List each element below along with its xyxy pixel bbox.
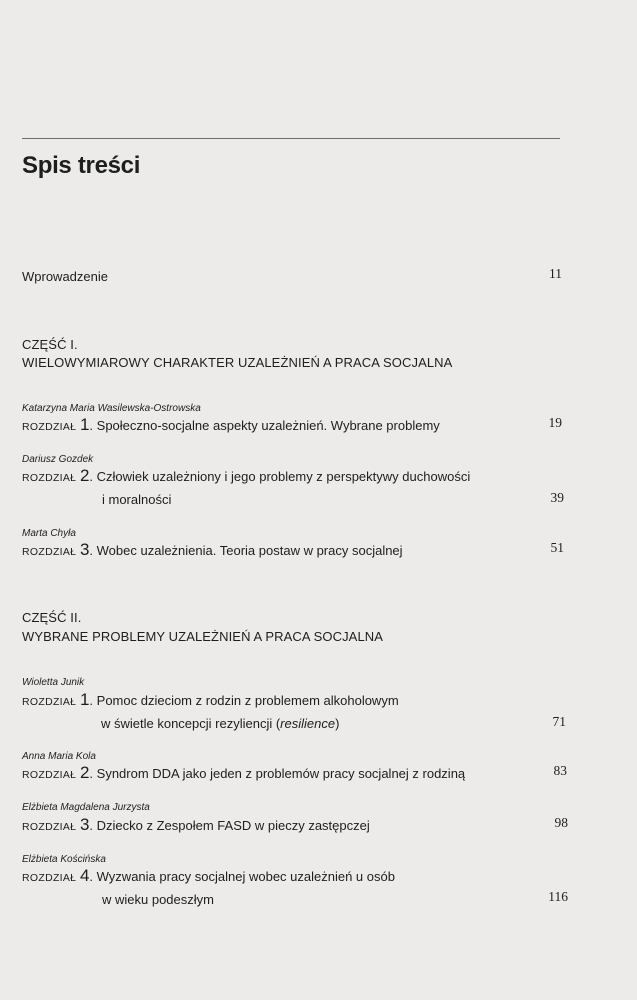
- chapter-number: 2: [79, 763, 90, 782]
- chapter-author: Elżbieta Kościńska: [22, 854, 106, 865]
- chapter-author: Dariusz Gozdek: [22, 454, 94, 465]
- chapter-prefix: ROZDZIAŁ: [22, 821, 77, 833]
- chapter-page: 51: [550, 540, 564, 555]
- chapter-number: 3: [79, 815, 90, 834]
- chapter-prefix: ROZDZIAŁ: [22, 769, 77, 781]
- chapter-entry: [22, 689, 399, 735]
- top-rule: [22, 138, 560, 139]
- chapter-number: 1: [79, 415, 90, 434]
- intro-label: Wprowadzenie: [22, 269, 108, 284]
- chapter-title: . Społeczno-socjalne aspekty uzależnień. Wybrane problemy: [89, 418, 440, 433]
- chapter-author: Marta Chyła: [22, 528, 76, 539]
- chapter-author: Katarzyna Maria Wasilewska-Ostrowska: [22, 403, 201, 414]
- chapter-number: 3: [79, 540, 90, 559]
- chapter-title: . Dziecko z Zespołem FASD w pieczy zastępczej: [89, 818, 370, 833]
- chapter-entry: [22, 414, 440, 438]
- chapter-page: 71: [552, 714, 566, 729]
- chapter-prefix: ROZDZIAŁ: [22, 696, 77, 708]
- chapter-prefix: ROZDZIAŁ: [22, 872, 77, 884]
- chapter-page: 98: [554, 815, 568, 830]
- chapter-title-cont: i moralności: [102, 492, 172, 507]
- chapter-page: 19: [548, 415, 562, 430]
- chapter-title-cont: w wieku podeszłym: [102, 892, 214, 907]
- chapter-prefix: ROZDZIAŁ: [22, 472, 77, 484]
- part-1-title: WIELOWYMIAROWY CHARAKTER UZALEŻNIEŃ A PRACA SOCJALNA: [22, 355, 453, 370]
- page-title: Spis treści: [22, 152, 141, 179]
- chapter-author: Anna Maria Kola: [22, 751, 96, 762]
- chapter-prefix: ROZDZIAŁ: [22, 546, 77, 558]
- part-1-label: CZĘŚĆ I.: [22, 337, 78, 352]
- chapter-title: . Wyzwania pracy socjalnej wobec uzależnień u osób: [89, 869, 395, 884]
- chapter-entry: [22, 762, 465, 786]
- chapter-entry: [22, 814, 370, 838]
- chapter-number: 1: [79, 690, 90, 709]
- part-2-title: WYBRANE PROBLEMY UZALEŻNIEŃ A PRACA SOCJALNA: [22, 629, 384, 644]
- chapter-entry: [22, 865, 395, 911]
- chapter-title: . Wobec uzależnienia. Teoria postaw w pracy socjalnej: [89, 543, 403, 558]
- intro-page: 11: [549, 266, 562, 281]
- chapter-title-cont: [22, 713, 399, 735]
- part-2-label: CZĘŚĆ II.: [22, 610, 82, 625]
- chapter-title-cont-text: w świetle koncepcji rezyliencji (: [101, 716, 281, 731]
- chapter-entry: [22, 465, 470, 511]
- chapter-number: 4: [79, 866, 90, 885]
- chapter-title-cont-end: ): [335, 716, 340, 731]
- chapter-title: . Syndrom DDA jako jeden z problemów pracy socjalnej z rodziną: [89, 766, 466, 781]
- chapter-title-cont-em: resilience: [280, 716, 336, 731]
- chapter-entry: [22, 539, 403, 563]
- chapter-title: . Pomoc dzieciom z rodzin z problemem alkoholowym: [89, 693, 399, 708]
- chapter-page: 39: [550, 490, 564, 505]
- chapter-author: Wioletta Junik: [22, 677, 85, 688]
- chapter-title: . Człowiek uzależniony i jego problemy z perspektywy duchowości: [89, 469, 471, 484]
- chapter-number: 2: [79, 466, 90, 485]
- chapter-page: 83: [553, 763, 567, 778]
- chapter-prefix: ROZDZIAŁ: [22, 421, 77, 433]
- chapter-author: Elżbieta Magdalena Jurzysta: [22, 802, 150, 813]
- chapter-page: 116: [548, 889, 568, 904]
